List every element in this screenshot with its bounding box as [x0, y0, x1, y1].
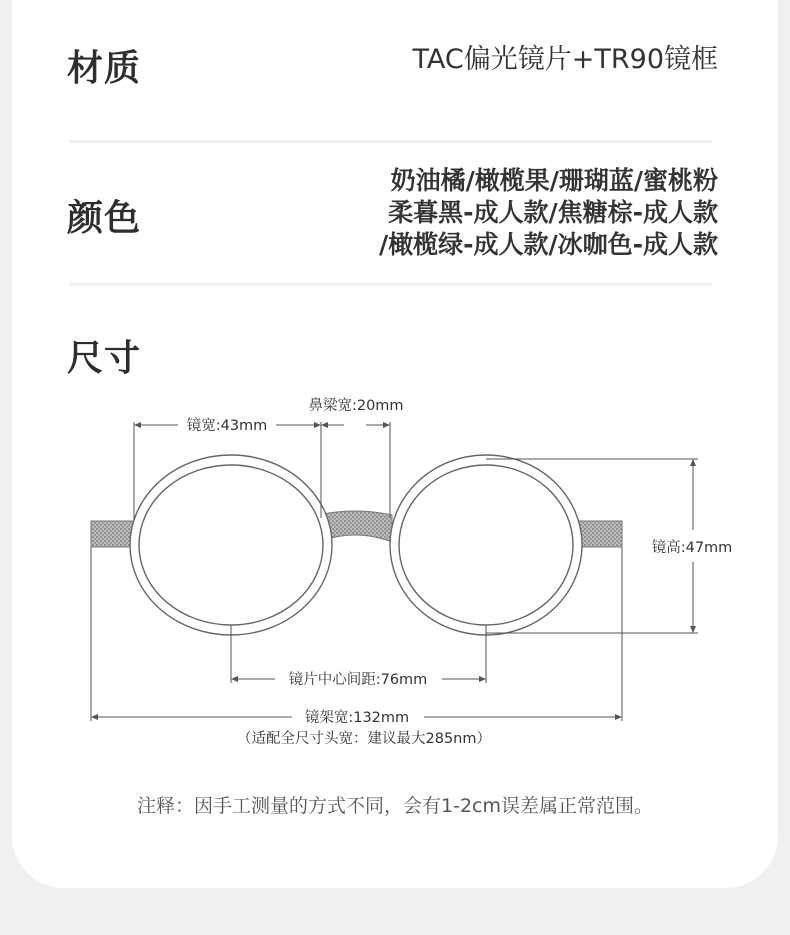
measurement-note: 注释：因手工测量的方式不同，会有1-2cm误差属正常范围。	[137, 795, 653, 817]
size-label: 尺寸	[67, 338, 142, 379]
color-line-1: 奶油橘/橄榄果/珊瑚蓝/蜜桃粉	[390, 166, 718, 195]
color-line-3: /橄榄绿-成人款/冰咖色-成人款	[378, 230, 718, 259]
frame-width-label: 镜架宽:132mm	[304, 710, 410, 726]
frame-width-note: （适配全尺寸头宽：建议最大285nm）	[237, 731, 491, 747]
right-lens	[399, 465, 573, 625]
bridge-width-label: 鼻梁宽:20mm	[308, 398, 404, 414]
lens-height-label: 镜高:47mm	[651, 540, 733, 556]
material-label: 材质	[67, 48, 142, 89]
color-line-2: 柔暮黑-成人款/焦糖棕-成人款	[388, 198, 718, 227]
color-label: 颜色	[67, 198, 142, 239]
lens-center-distance-label: 镜片中心间距:76mm	[288, 672, 428, 688]
lens-width-label: 镜宽:43mm	[186, 418, 268, 434]
left-lens	[139, 465, 323, 625]
material-value: TAC偏光镜片+TR90镜框	[412, 44, 718, 75]
